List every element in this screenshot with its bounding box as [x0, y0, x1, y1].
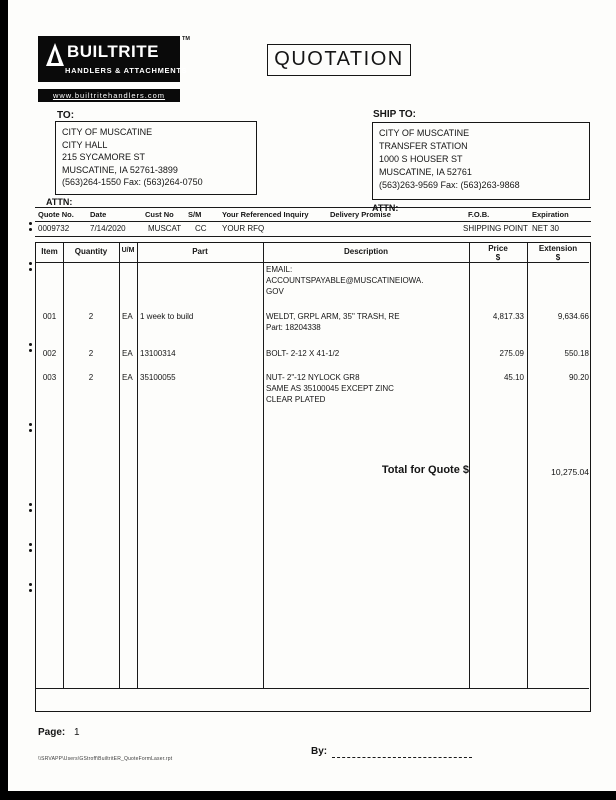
- row3-part: 35100055: [140, 373, 176, 382]
- scan-binding-mark: [29, 583, 32, 586]
- bill-to-line: (563)264-1550 Fax: (563)264-0750: [62, 177, 203, 187]
- bill-to-line: CITY HALL: [62, 139, 108, 150]
- items-col-divider: [469, 243, 470, 688]
- col-header-um: U/M: [121, 247, 135, 254]
- quote-info-divider: [35, 221, 591, 222]
- row2-part: 13100314: [140, 349, 176, 358]
- bill-to-label: TO:: [57, 110, 75, 121]
- row3-quantity: 2: [88, 373, 94, 382]
- page-label: Page:: [38, 727, 66, 738]
- row3-extension: 90.20: [568, 373, 589, 382]
- logo-tagline: HANDLERS & ATTACHMENTS: [65, 66, 188, 75]
- items-col-divider: [527, 243, 528, 688]
- row1-quantity: 2: [88, 312, 94, 321]
- bill-to-line: MUSCATINE, IA 52761-3899: [62, 164, 178, 175]
- bill-to-attn-label: ATTN:: [46, 197, 73, 207]
- logo-tm-mark: TM: [182, 36, 190, 42]
- quote-info-value-date: 7/14/2020: [90, 224, 126, 233]
- scan-bottom-bar: [0, 791, 616, 800]
- row2-quantity: 2: [88, 349, 94, 358]
- scan-binding-mark: [29, 222, 32, 225]
- ship-to-address-box: [372, 122, 590, 200]
- col-header-quantity: Quantity: [74, 247, 108, 256]
- total-value: 10,275.04: [551, 467, 589, 477]
- scan-left-bar: [0, 0, 8, 800]
- quote-info-header-quote-no: Quote No.: [38, 210, 74, 219]
- quote-info-header-sm: S/M: [188, 210, 202, 219]
- row3-price: 45.10: [503, 373, 524, 382]
- by-signature-line: [332, 748, 472, 758]
- ship-to-attn-label: ATTN:: [372, 203, 399, 213]
- col-header-description: Description: [343, 247, 388, 256]
- row3-item: 003: [42, 373, 57, 382]
- row1-extension: 9,634.66: [557, 312, 589, 321]
- row1-price: 4,817.33: [492, 312, 524, 321]
- page-title: QUOTATION: [274, 48, 404, 70]
- row2-item: 002: [42, 349, 57, 358]
- quote-info-header-fob: F.O.B.: [468, 210, 490, 219]
- col-header-price: Price: [488, 244, 508, 253]
- row2-um: EA: [122, 349, 133, 358]
- ship-to-line: 1000 S HOUSER ST: [379, 154, 463, 164]
- items-bottom-divider: [36, 688, 589, 689]
- col-header-extension: Extension: [538, 244, 578, 253]
- items-col-divider: [63, 243, 64, 688]
- row3-um: EA: [122, 373, 133, 382]
- bill-to-line: CITY OF MUSCATINE: [62, 127, 153, 137]
- quote-info-value-cust-no: MUSCAT: [148, 224, 182, 233]
- logo-brand-text: BUILTRITE: [67, 42, 160, 61]
- quote-info-header-cust-no: Cust No: [145, 210, 174, 219]
- quote-info-value-quote-no: 0009732: [38, 224, 70, 233]
- quote-info-header-delivery: Delivery Promise: [330, 210, 391, 219]
- col-header-extension-currency: $: [555, 253, 561, 262]
- page-number: 1: [74, 727, 80, 738]
- row3-description-line: CLEAR PLATED: [266, 395, 326, 404]
- bill-to-address-box: [55, 121, 257, 195]
- quote-info-header-expiration: Expiration: [532, 210, 569, 219]
- logo-website: www.builtritehandlers.com: [38, 89, 180, 102]
- row3-description-line: SAME AS 35100045 EXCEPT ZINC: [266, 384, 394, 393]
- row3-description-line: NUT- 2"-12 NYLOCK GR8: [266, 373, 360, 382]
- row2-description-line: BOLT- 2-12 X 41-1/2: [266, 349, 340, 358]
- row1-part: 1 week to build: [140, 312, 194, 321]
- quote-info-header-inquiry: Your Referenced Inquiry: [222, 210, 309, 219]
- quote-info-value-sm: CC: [195, 224, 207, 233]
- report-path: \\SRVAPP\Users\GStroff\BuiltritER_QuoteFormLaser.rpt: [38, 756, 173, 762]
- row1-um: EA: [122, 312, 133, 321]
- scan-binding-mark: [29, 543, 32, 546]
- row1-item: 001: [42, 312, 57, 321]
- by-label: By:: [311, 746, 328, 757]
- ship-to-line: TRANSFER STATION: [379, 141, 468, 151]
- total-label: Total for Quote $: [381, 464, 469, 476]
- col-header-part: Part: [192, 247, 208, 256]
- email-note-line: ACCOUNTSPAYABLE@MUSCATINEIOWA.: [266, 276, 424, 285]
- col-header-item: Item: [41, 247, 58, 256]
- quote-info-value-inquiry: YOUR RFQ: [222, 224, 265, 233]
- row2-price: 275.09: [499, 349, 524, 358]
- scan-binding-mark: [29, 503, 32, 506]
- email-note-line: EMAIL:: [266, 265, 293, 274]
- quote-info-value-expiration: NET 30: [532, 224, 559, 233]
- row2-extension: 550.18: [564, 349, 589, 358]
- ship-to-line: (563)263-9569 Fax: (563)263-9868: [379, 180, 520, 190]
- quote-info-value-fob: SHIPPING POINT: [463, 224, 528, 233]
- items-col-divider: [119, 243, 120, 688]
- bill-to-line: 215 SYCAMORE ST: [62, 152, 146, 162]
- scan-binding-mark: [29, 423, 32, 426]
- ship-to-label: SHIP TO:: [373, 109, 416, 120]
- logo-triangle-inner-icon: [51, 50, 59, 63]
- row1-description-line: WELDT, GRPL ARM, 35" TRASH, RE: [266, 312, 400, 321]
- items-table: [35, 242, 591, 712]
- items-col-divider: [137, 243, 138, 688]
- quotation-title-box: [267, 44, 411, 76]
- email-note-line: GOV: [266, 287, 284, 296]
- col-header-price-currency: $: [495, 253, 501, 262]
- quote-info-header-date: Date: [90, 210, 107, 219]
- row1-description-line: Part: 18204338: [266, 323, 321, 332]
- ship-to-line: MUSCATINE, IA 52761: [379, 167, 472, 177]
- scan-binding-mark: [29, 343, 32, 346]
- scan-binding-mark: [29, 262, 32, 265]
- quote-info-band: [35, 207, 591, 237]
- ship-to-line: CITY OF MUSCATINE: [379, 128, 470, 138]
